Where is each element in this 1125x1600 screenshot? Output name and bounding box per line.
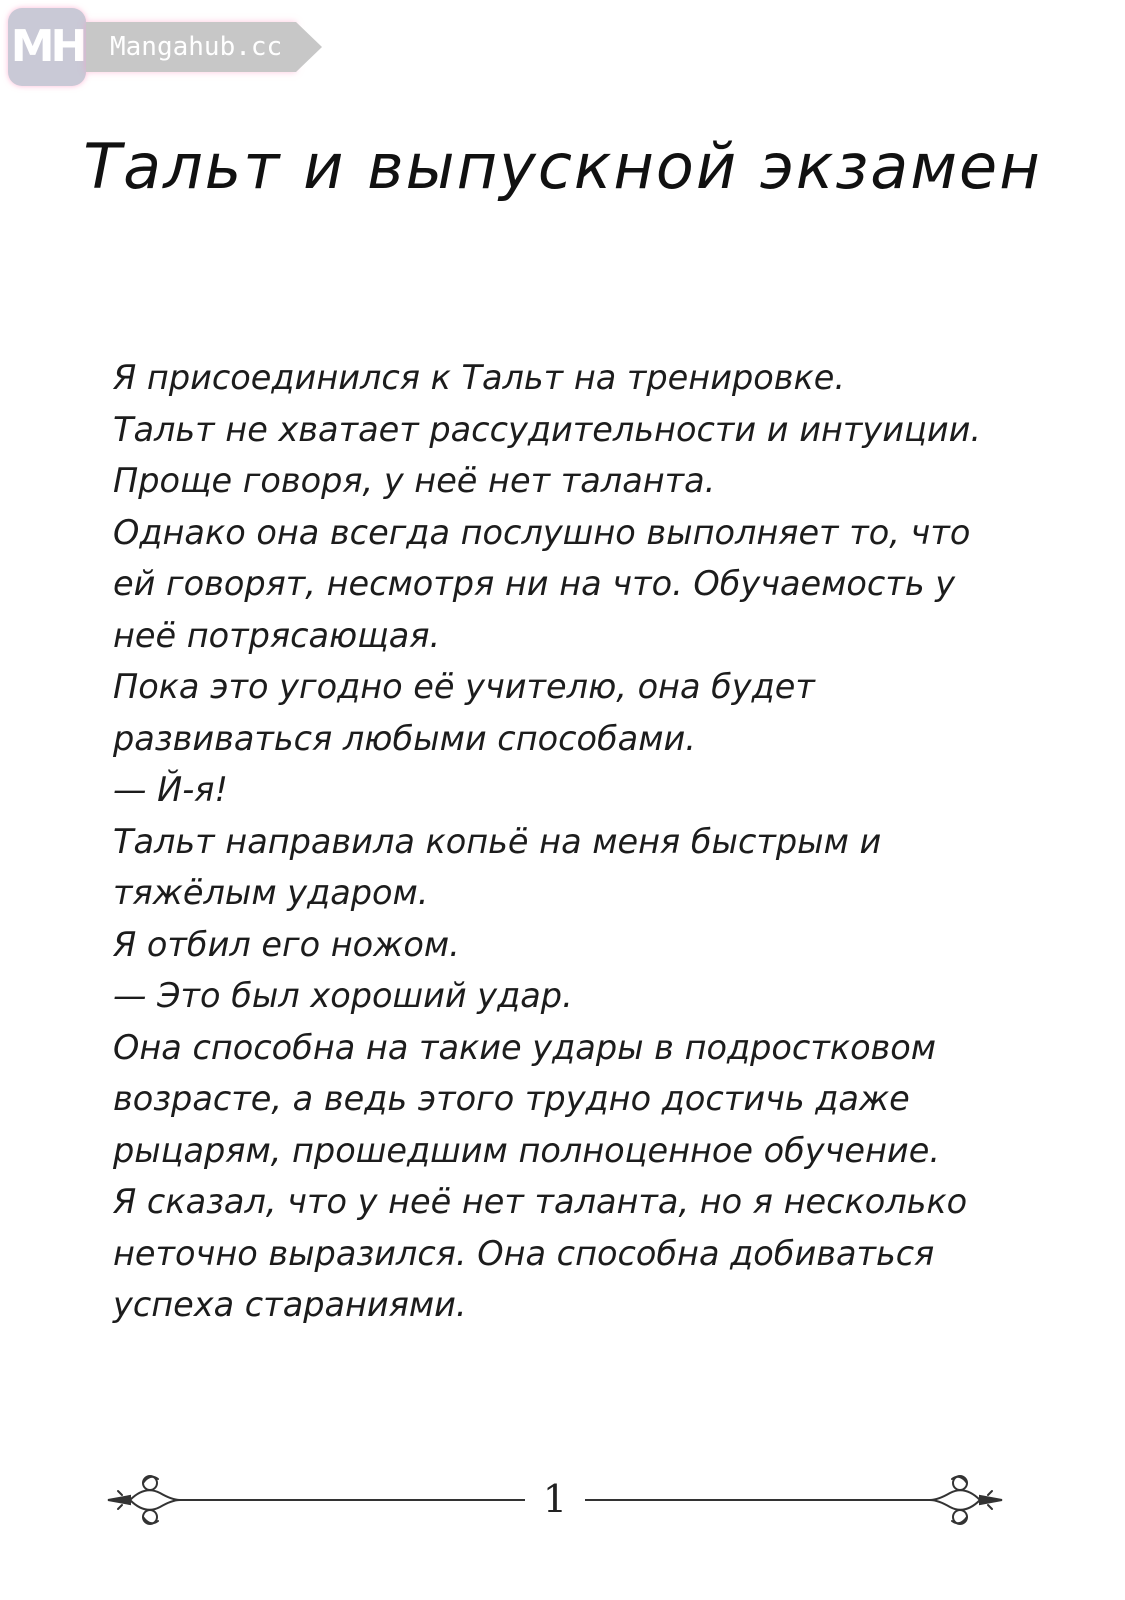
text-line: возрасте, а ведь этого трудно достичь даже [113,1079,910,1118]
watermark-site-label: Mangahub.cc [86,22,296,72]
text-line: Я сказал, что у неё нет таланта, но я несколько [113,1182,968,1221]
text-line: Тальт не хватает рассудительности и интуиции. [113,409,982,449]
text-line: Проще говоря, у неё нет таланта. [113,461,716,500]
text-line: успеха стараниями. [113,1285,467,1324]
watermark [8,8,338,88]
text-line: Однако она всегда послушно выполняет то, что [113,512,971,552]
text-line: Тальт направила копьё на меня быстрым и [113,821,882,861]
text-line: неё потрясающая. [113,615,441,655]
watermark-arrow-icon [296,22,322,72]
page-footer [100,1465,1010,1535]
text-line: рыцарям, прошедшим полноценное обучение. [113,1130,940,1170]
text-line: неточно выразился. Она способна добиваться [113,1233,935,1273]
text-line: Она способна на такие удары в подростковом [113,1027,937,1067]
text-line: — Й-я! [113,770,228,809]
text-line: — Это был хороший удар. [113,976,573,1015]
text-line: Я присоединился к Тальт на тренировке. [113,358,845,397]
text-line: ей говорят, несмотря ни на что. Обучаемость у [113,564,956,603]
chapter-title: Тальт и выпускной экзамен [83,130,1042,203]
watermark-logo: MH [8,8,86,86]
body-text [113,352,1013,1331]
text-line: тяжёлым ударом. [113,873,429,912]
text-line: Я отбил его ножом. [113,924,460,964]
text-line: Пока это угодно её учителю, она будет [113,667,815,706]
page-number: 1 [525,1469,585,1529]
text-line: развиваться любыми способами. [113,718,696,758]
